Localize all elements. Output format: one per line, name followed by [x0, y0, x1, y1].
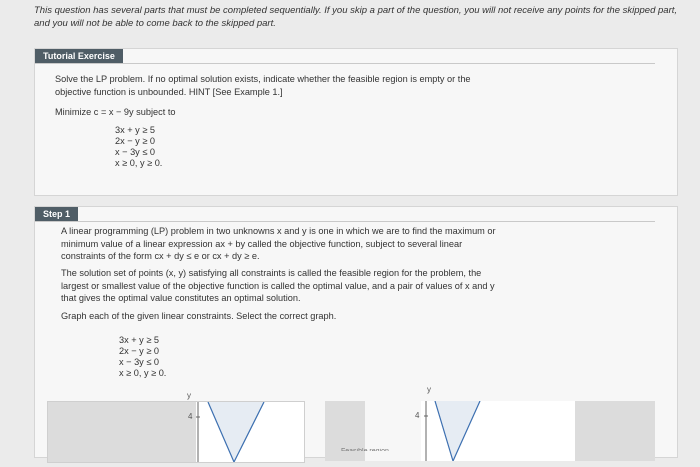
constraint-3: x − 3y ≤ 0 [115, 147, 156, 157]
header-rule [35, 63, 655, 64]
graph-prompt: Graph each of the given linear constraints. Select the correct graph. [61, 311, 337, 321]
step-constraint-3: x − 3y ≤ 0 [119, 357, 160, 367]
constraint-list [115, 125, 162, 169]
objective-statement: Minimize c = x − 9y subject to [55, 107, 176, 117]
graph-right-y-label: y [427, 385, 431, 394]
notice-line-1: This question has several parts that must be completed sequentially. If you skip a part of the question, you will not receive any points for the skipped part, [34, 5, 678, 16]
tutorial-exercise-header: Tutorial Exercise [35, 49, 123, 63]
instruction-line-2: objective function is unbounded. HINT [See Example 1.] [55, 86, 283, 97]
sequential-notice [34, 4, 694, 30]
step-1-rule [35, 221, 655, 222]
definition-line-2: minimum value of a linear expression ax + by called the objective function, subject to several linear [61, 238, 463, 249]
constraint-4: x ≥ 0, y ≥ 0. [115, 158, 163, 168]
feasible-region-definition [61, 267, 655, 305]
step-constraint-2: 2x − y ≥ 0 [119, 346, 160, 356]
step-1-header: Step 1 [35, 207, 78, 221]
definition-line-3: constraints of the form cx + dy ≤ e or cx + dy ≥ e. [61, 251, 260, 261]
feasible-line-2: largest or smallest value of the objective function is called the optimal value, and a pair of values of x and y [61, 280, 495, 291]
step-1-card [34, 206, 678, 458]
graph-right-tick-label: 4 [415, 411, 420, 420]
graph-left-tick-label: 4 [188, 412, 193, 421]
notice-line-2: and you will not be able to come back to the skipped part. [34, 18, 276, 29]
feasible-line-3: that gives the optimal value constitutes an optimal solution. [61, 293, 301, 303]
tutorial-exercise-card [34, 48, 678, 196]
graph-left-y-label: y [187, 391, 191, 400]
lp-definition [61, 225, 655, 263]
tutorial-instructions [55, 73, 655, 98]
definition-line-1: A linear programming (LP) problem in two unknowns x and y is one in which we are to find the maximum or [61, 226, 496, 236]
instruction-line-1: Solve the LP problem. If no optimal solution exists, indicate whether the feasible region is empty or the [55, 74, 471, 84]
graph-option-right[interactable] [325, 401, 655, 461]
constraint-2: 2x − y ≥ 0 [115, 136, 156, 146]
constraint-1: 3x + y ≥ 5 [115, 125, 156, 135]
step-constraint-4: x ≥ 0, y ≥ 0. [119, 368, 167, 378]
feasible-line-1: The solution set of points (x, y) satisfying all constraints is called the feasible region for the problem, the [61, 268, 482, 278]
graph-right-plot [325, 401, 655, 461]
graph-left-plot [48, 402, 304, 462]
step-constraint-1: 3x + y ≥ 5 [119, 335, 160, 345]
step-constraint-list [119, 335, 166, 379]
